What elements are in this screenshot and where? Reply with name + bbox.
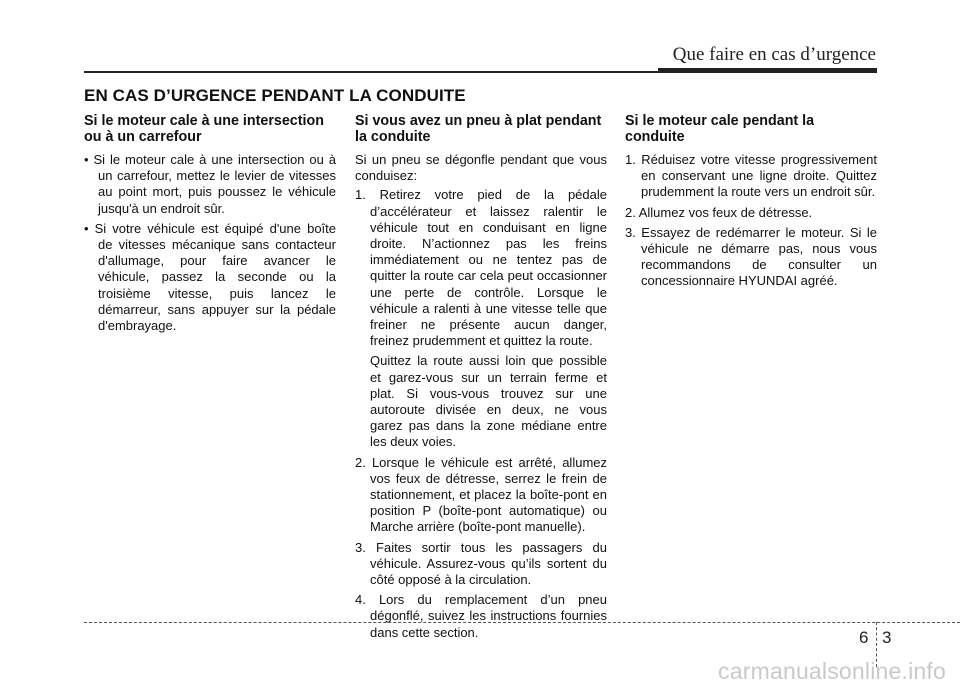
column-engine-stall-driving [625, 114, 877, 294]
heading-engine-stall-driving: Si le moteur cale pendant la conduite [625, 113, 815, 145]
heading-flat-tire: Si vous avez un pneu à plat pendant la conduite [355, 113, 602, 145]
flat-tire-intro: Si un pneu se dégonfle pendant que vous conduisez: [355, 152, 607, 184]
header-rule [84, 71, 877, 73]
watermark: carmanualsonline.info [718, 658, 946, 684]
bullet-list [84, 152, 336, 334]
section-title: EN CAS D’URGENCE PENDANT LA CONDUITE [84, 86, 466, 105]
list-item: 1. Réduisez votre vitesse progressivement en conservant une ligne droite. Quittez prudemment la route vers un endroit sûr. [625, 152, 877, 200]
list-item: • Si votre véhicule est équipé d'une boîte de vitesses mécanique sans contacteur d'allumage, pour faire avancer le véhicule, passez la seconde ou la troisième vitesse, puis lancez le démarreur, sans appuyer sur la pédale d'embrayage. [84, 220, 336, 334]
list-item [355, 187, 607, 450]
column-flat-tire [355, 114, 607, 645]
numbered-list [355, 187, 607, 640]
step-extra-text: Quittez la route aussi loin que possible et garez-vous sur un terrain ferme et plat. Si vous-vous trouvez sur une autoroute divisée en deux, ne vous garez pas dans la zone médiane entre les deux voies. [370, 353, 607, 450]
column-engine-stall-intersection [84, 114, 336, 338]
chapter-number: 6 [859, 628, 869, 647]
list-item: • Si le moteur cale à une intersection ou à un carrefour, mettez le levier de vitesses au point mort, puis poussez le véhicule jusqu'à un endroit sûr. [84, 152, 336, 216]
step-text: 1. Retirez votre pied de la pédale d’accélérateur et laissez ralentir le véhicule tout en conduisant en ligne droite. N’actionnez pas les freins immédiatement ou ne tentez pas de quitter la route car cela peut occasionner une perte de contrôle. Lorsque le véhicule a ralenti à une vitesse telle que freiner ne présente aucun danger, freinez prudemment et quittez la route. [355, 187, 607, 349]
list-item: 3. Faites sortir tous les passagers du véhicule. Assurez-vous qu’ils sortent du côté opposé à la circulation. [355, 539, 607, 588]
numbered-list [625, 152, 877, 290]
heading-engine-stall-intersection: Si le moteur cale à une intersection ou à un carrefour [84, 113, 324, 145]
list-item: 4. Lors du remplacement d’un pneu dégonflé, suivez les instructions fournies dans cette section. [355, 592, 607, 640]
list-item: 3. Essayez de redémarrer le moteur. Si le véhicule ne démarre pas, nous vous recommandons de consulter un concessionnaire HYUNDAI agréé. [625, 224, 877, 289]
footer-dashed-rule [84, 622, 960, 623]
page-number: 3 [882, 628, 892, 647]
list-item: 2. Allumez vos feux de détresse. [625, 204, 813, 220]
list-item: 2. Lorsque le véhicule est arrêté, allumez vos feux de détresse, serrez le frein de stationnement, et placez la boîte-pont en position P (boîte-pont automatique) ou Marche arrière (boîte-pont manuelle). [355, 454, 607, 535]
chapter-header-title: Que faire en cas d’urgence [672, 44, 876, 65]
